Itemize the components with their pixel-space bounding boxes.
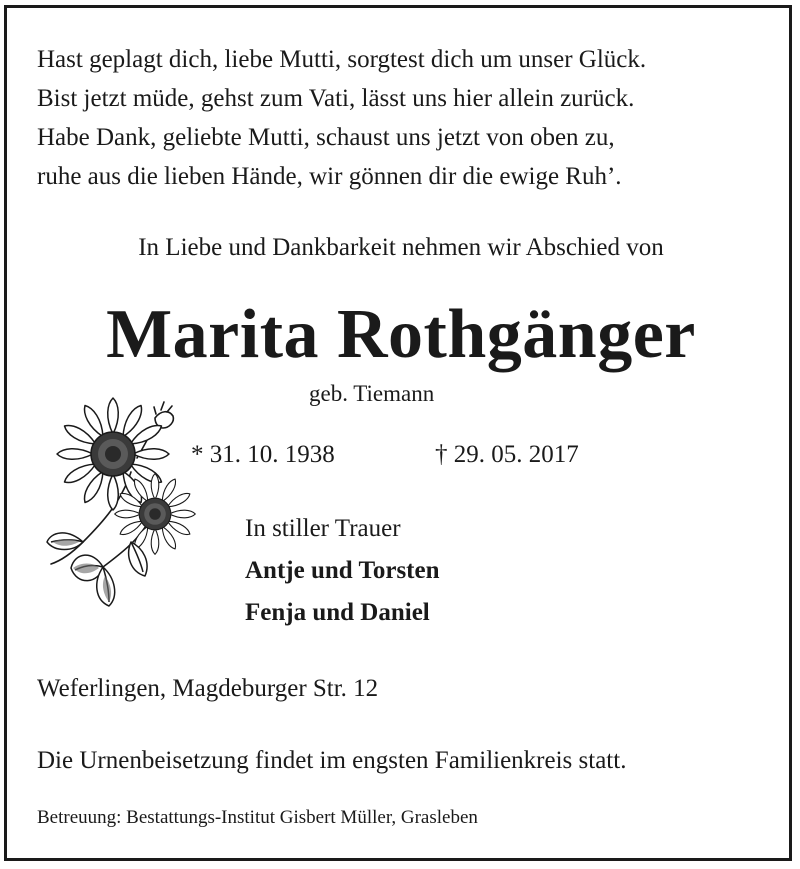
poem-line: Habe Dank, geliebte Mutti, schaust uns jetzt von oben zu, <box>37 124 615 151</box>
mourners-block <box>245 508 440 634</box>
maiden-name: geb. Tiemann <box>309 381 435 406</box>
poem-line: ruhe aus die lieben Hände, wir gönnen dir die ewige Ruh’. <box>37 163 622 190</box>
family-address: Weferlingen, Magdeburger Str. 12 <box>37 675 379 702</box>
funeral-home-credit: Betreuung: Bestattungs-Institut Gisbert Müller, Grasleben <box>37 807 478 828</box>
death-date: † 29. 05. 2017 <box>435 441 579 468</box>
burial-notice: Die Urnenbeisetzung findet im engsten Familienkreis statt. <box>37 747 627 774</box>
obituary-card <box>4 5 792 861</box>
poem-line: Bist jetzt müde, gehst zum Vati, lässt uns hier allein zurück. <box>37 85 635 112</box>
birth-date: * 31. 10. 1938 <box>191 441 335 468</box>
mourner-names: Fenja und Daniel <box>245 599 430 626</box>
sunflower-icon <box>43 392 203 610</box>
farewell-intro: In Liebe und Dankbarkeit nehmen wir Abschied von <box>138 234 664 261</box>
mourning-heading: In stiller Trauer <box>245 515 401 542</box>
memorial-poem <box>37 40 777 196</box>
mourner-names: Antje und Torsten <box>245 557 440 584</box>
deceased-name: Marita Rothgänger <box>106 296 696 373</box>
poem-line: Hast geplagt dich, liebe Mutti, sorgtest dich um unser Glück. <box>37 46 647 73</box>
